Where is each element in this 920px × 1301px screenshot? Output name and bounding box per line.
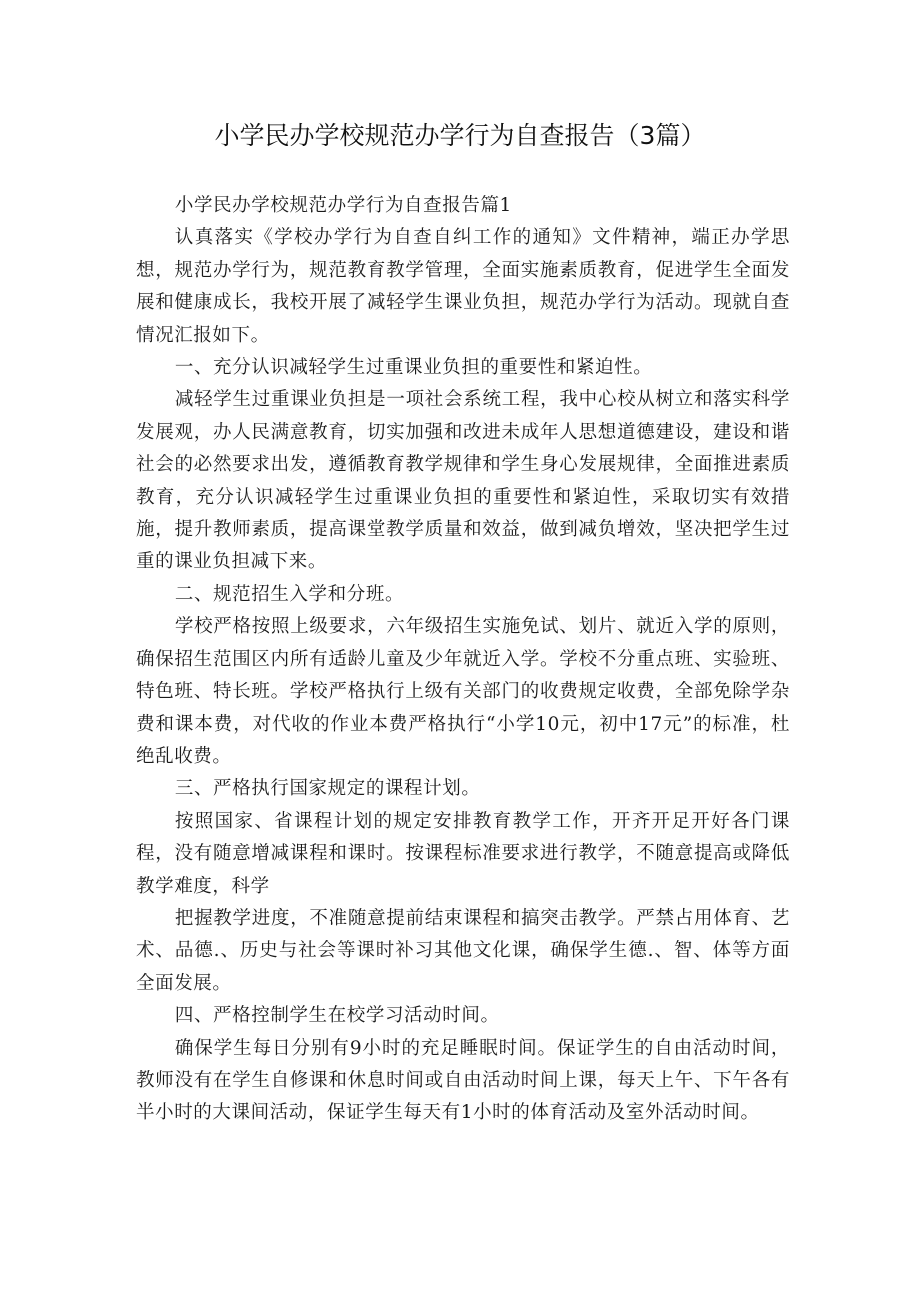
document-title: 小学民办学校规范办学行为自查报告（3篇） xyxy=(214,121,706,150)
section-heading: 小学民办学校规范办学行为自查报告篇1 xyxy=(174,195,512,216)
paragraph: 把握教学进度，不准随意提前结束课程和搞突击教学。严禁占用体育、艺术、品德.、历史与社会等课时补习其他文化课，确保学生德.、智、体等方面全面发展。 xyxy=(136,907,790,994)
section-heading: 四、严格控制学生在校学习活动时间。 xyxy=(174,1005,500,1027)
paragraph: 认真落实《学校办学行为自查自纠工作的通知》文件精神，端正办学思想，规范办学行为，规范教育教学管理，全面实施素质教育，促进学生全面发展和健康成长，我校开展了减轻学生课业负担，规范办学行为活动。现就自查情况汇报如下。 xyxy=(136,227,790,346)
paragraph: 确保学生每日分别有9小时的充足睡眠时间。保证学生的自由活动时间，教师没有在学生自修课和休息时间或自由活动时间上课，每天上午、下午各有半小时的大课间活动，保证学生每天有1小时的体育活动及室外活动时间。 xyxy=(136,1037,790,1124)
document-body xyxy=(136,190,790,1130)
paragraph: 学校严格按照上级要求，六年级招生实施免试、划片、就近入学的原则，确保招生范围区内所有适龄儿童及少年就近入学。学校不分重点班、实验班、特色班、特长班。学校严格执行上级有关部门的收费规定收费，全部免除学杂费和课本费，对代收的作业本费严格执行“小学10元，初中17元”的标准，杜绝乱收费。 xyxy=(136,616,790,767)
section-heading: 二、规范招生入学和分班。 xyxy=(174,583,405,605)
paragraph: 按照国家、省课程计划的规定安排教育教学工作，开齐开足开好各门课程，没有随意增减课程和课时。按课程标准要求进行教学，不随意提高或降低教学难度，科学 xyxy=(136,810,790,897)
paragraph: 减轻学生过重课业负担是一项社会系统工程，我中心校从树立和落实科学发展观，办人民满意教育，切实加强和改进未成年人思想道德建设，建设和谐社会的必然要求出发，遵循教育教学规律和学生身心发展规律，全面推进素质教育，充分认识减轻学生过重课业负担的重要性和紧迫性，采取切实有效措施，提升教师素质，提高课堂教学质量和效益，做到减负增效，坚决把学生过重的课业负担减下来。 xyxy=(136,389,790,573)
section-heading: 三、严格执行国家规定的课程计划。 xyxy=(174,778,481,800)
section-heading: 一、充分认识减轻学生过重课业负担的重要性和紧迫性。 xyxy=(174,357,653,379)
